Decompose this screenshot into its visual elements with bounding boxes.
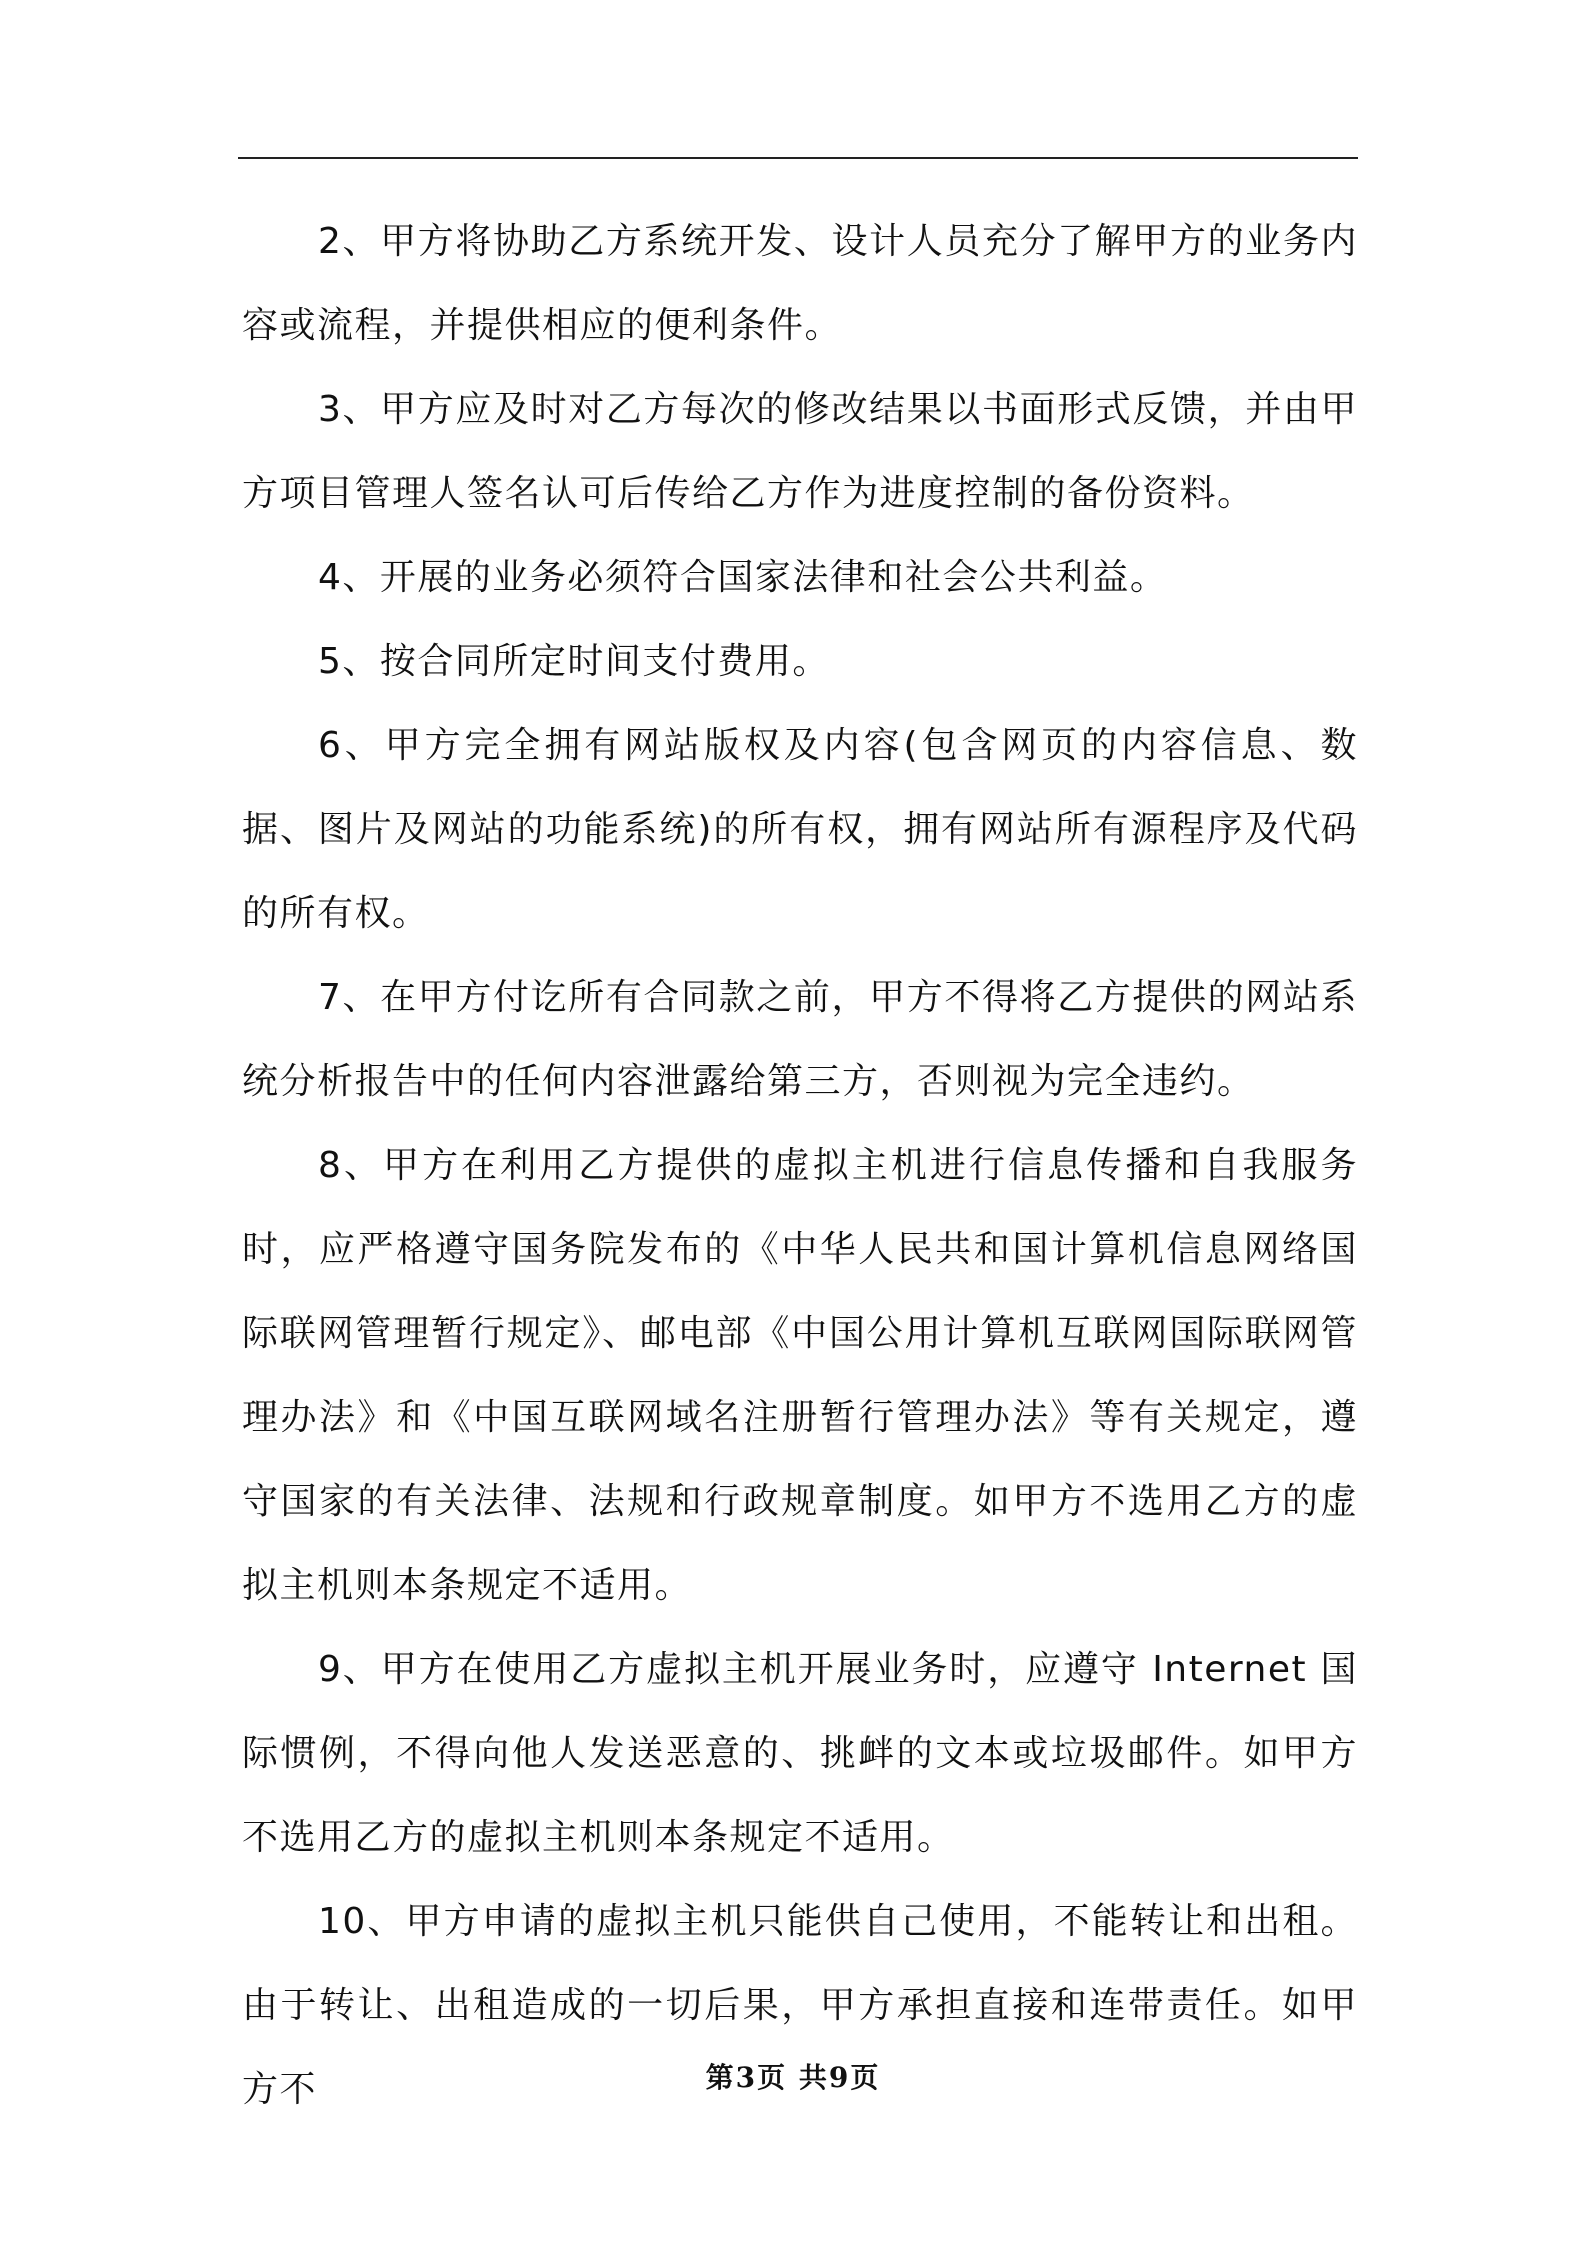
- footer-suffix: 页: [850, 2061, 881, 2094]
- header-rule: [238, 157, 1358, 159]
- paragraph-4: 4、开展的业务必须符合国家法律和社会公共利益。: [318, 557, 1168, 598]
- footer-total-pages: 9: [828, 2061, 851, 2094]
- page-number-footer: [0, 2056, 1586, 2096]
- paragraph-8: 8、甲方在利用乙方提供的虚拟主机进行信息传播和自我服务时，应严格遵守国务院发布的《中华人民共和国计算机信息网络国际联网管理暂行规定》、邮电部《中国公用计算机互联网国际联网管理办法》和《中国互联网域名注册暂行管理办法》等有关规定，遵守国家的有关法律、法规和行政规章制度。如甲方不选用乙方的虚拟主机则本条规定不适用。: [242, 1145, 1358, 1606]
- paragraph-3: 3、甲方应及时对乙方每次的修改结果以书面形式反馈，并由甲方项目管理人签名认可后传给乙方作为进度控制的备份资料。: [242, 389, 1358, 514]
- footer-middle: 页 共: [757, 2061, 829, 2094]
- paragraph-6: 6、甲方完全拥有网站版权及内容(包含网页的内容信息、数据、图片及网站的功能系统)的所有权，拥有网站所有源程序及代码的所有权。: [242, 725, 1358, 934]
- paragraph-9: 9、甲方在使用乙方虚拟主机开展业务时，应遵守 Internet 国际惯例，不得向他人发送恶意的、挑衅的文本或垃圾邮件。如甲方不选用乙方的虚拟主机则本条规定不适用。: [242, 1649, 1358, 1858]
- paragraph-5: 5、按合同所定时间支付费用。: [318, 641, 830, 682]
- paragraph-7: 7、在甲方付讫所有合同款之前，甲方不得将乙方提供的网站系统分析报告中的任何内容泄露给第三方，否则视为完全违约。: [242, 977, 1358, 1102]
- document-body: [242, 200, 1358, 2132]
- paragraph-10: 10、甲方申请的虚拟主机只能供自己使用，不能转让和出租。由于转让、出租造成的一切后果，甲方承担直接和连带责任。如甲方不: [242, 1901, 1358, 2110]
- footer-current-page: 3: [735, 2061, 758, 2094]
- footer-prefix: 第: [705, 2061, 736, 2094]
- paragraph-2: 2、甲方将协助乙方系统开发、设计人员充分了解甲方的业务内容或流程，并提供相应的便利条件。: [242, 221, 1358, 346]
